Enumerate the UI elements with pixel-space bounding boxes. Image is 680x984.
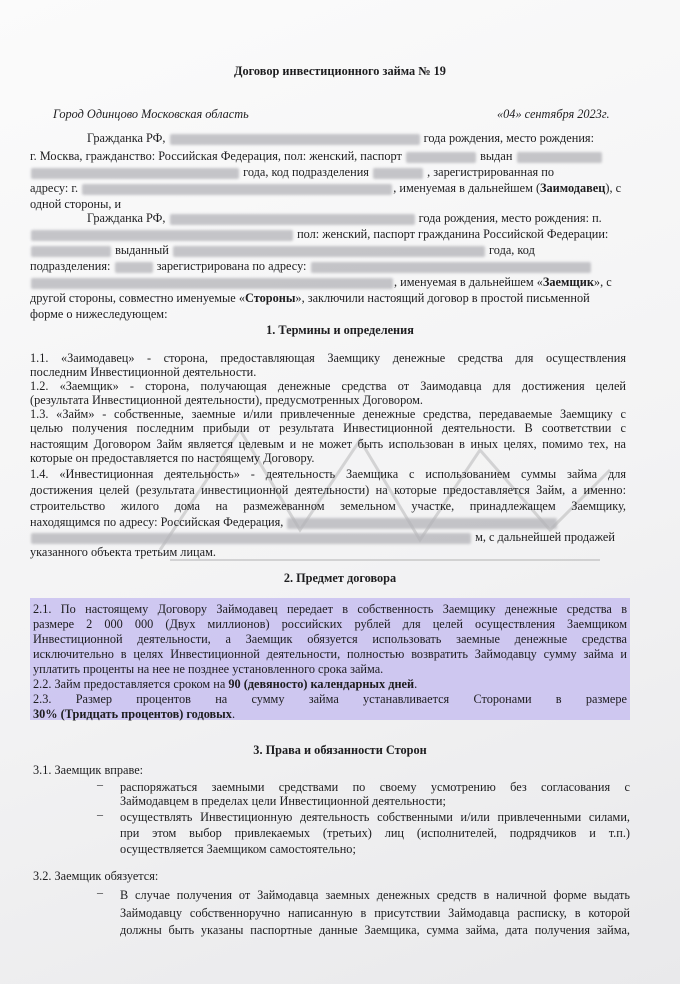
section1-heading: 1. Термины и определения	[266, 323, 414, 337]
document-title: Договор инвестиционного займа № 19	[234, 64, 446, 78]
s2-line: 2.3. Размер процентов на сумму займа устанавливается Сторонами в размере	[33, 692, 627, 706]
s3-line: Займодавцем в пределах цели Инвестиционной деятельности;	[120, 794, 446, 808]
party1-citizen: Гражданка РФ,	[87, 131, 166, 145]
redacted	[170, 134, 420, 145]
s3-line: распоряжаться заемными средствами по своему усмотрению без согласования с	[120, 780, 630, 794]
s1-line: последним Инвестиционной деятельности.	[30, 365, 257, 379]
s3-subhead: 3.1. Заемщик вправе:	[33, 763, 144, 777]
s1-line: настоящим Договором Займ является целевым и не может быть использован в иных целях, помимо тех, на	[30, 437, 626, 451]
s1-line: 1.1. «Заимодавец» - сторона, предоставляющая Заемщику денежные средства для осуществления	[30, 351, 626, 365]
s2-line: исключительно в целях Инвестиционной деятельности, полностью возвратить Займодавцу сумму займа и	[33, 647, 627, 661]
dash-bullet: –	[97, 807, 103, 821]
s3-line: осуществлять Инвестиционную деятельность собственными и/или привлеченными силами,	[120, 810, 630, 824]
party1-line1	[87, 130, 625, 147]
s1-line: находящимся по адресу: Российская Федерация,	[30, 514, 558, 531]
section3-heading: 3. Права и обязанности Сторон	[253, 743, 427, 757]
s2-line: 2.2. Займ предоставляется сроком на 90 (девяносто) календарных дней.	[33, 677, 418, 691]
dash-bullet: –	[97, 885, 103, 899]
s3-line: осуществляется Заемщиком самостоятельно;	[120, 842, 356, 856]
date: «04» сентября 2023г.	[497, 107, 610, 121]
s2-line: уплатить проценты на нее не позднее установленного срока займа.	[33, 662, 384, 676]
s1-line: указанного объекта третьим лицам.	[30, 545, 216, 559]
s1-line: строительство жилого дома на размежеванном земельном участке, принадлежащем Заемщику,	[30, 499, 626, 513]
s1-line: 1.2. «Заемщик» - сторона, получающая денежные средства от Заимодавца для достижения целей	[30, 379, 626, 393]
s2-line: размере 2 000 000 (Двух миллионов) российских рублей для целей осуществления Заемщиком	[33, 617, 627, 631]
s3-line: Займодавцу собственноручно написанную в присутствии Займодавца расписку, в которой	[120, 906, 630, 920]
s3-line: В случае получения от Займодавца заемных денежных средств в наличной форме выдать	[120, 888, 630, 902]
s2-line: Инвестиционной деятельности, а Заемщик обязуется использовать заемные денежные средства	[33, 632, 627, 646]
party2-line6: другой стороны, совместно именуемые «Стороны», заключили настоящий договор в простой письменной	[30, 291, 590, 305]
party1-line5: одной стороны, и	[30, 197, 122, 211]
place: Город Одинцово Московская область	[53, 107, 249, 121]
party1-line3: года, код подразделения , зарегистрированная по	[30, 164, 554, 181]
dash-bullet: –	[97, 777, 103, 791]
s1-line: 1.3. «Займ» - собственные, заемные и/или привлеченные денежные средства, передаваемые Заемщику с	[30, 407, 626, 421]
party1-line4: адресу: г. , именуемая в дальнейшем (Заимодавец), с	[30, 181, 622, 195]
s1-line: достижения целей (результата инвестиционной деятельности) на которые предоставляется Займ, а именно:	[30, 483, 626, 497]
s2-line: 30% (Тридцать процентов) годовых.	[33, 707, 236, 721]
s3-subhead: 3.2. Заемщик обязуется:	[33, 869, 159, 883]
s1-line: целью получения последним прибыли от результата Инвестиционной деятельности. В соответствии с	[30, 421, 626, 435]
party2-line7: форме о нижеследующем:	[30, 307, 168, 321]
party2-line5: , именуемая в дальнейшем «Заемщик», с	[30, 274, 612, 291]
party1-line2: г. Москва, гражданство: Российская Федерация, пол: женский, паспорт выдан	[30, 148, 603, 165]
s1-line: (результата Инвестиционной деятельности), предусмотренных Договором.	[30, 393, 423, 407]
s3-line: при этом выбор привлекаемых (третьих) лиц (исполнителей, подрядчиков и т.п.)	[120, 826, 630, 840]
s1-line: 1.4. «Инвестиционная деятельность» - деятельность Заемщика с использованием суммы займа для	[30, 467, 626, 481]
s2-line: 2.1. По настоящему Договору Займодавец передает в собственность Заемщику денежные средства в	[33, 602, 627, 616]
party2-line4: подразделения: зарегистрирована по адресу:	[30, 258, 592, 275]
s1-line: м, с дальнейшей продажей	[30, 529, 615, 546]
s1-line: которые он предоставляется по настоящему Договору.	[30, 451, 315, 465]
party2-line2: пол: женский, паспорт гражданина Российской Федерации:	[30, 226, 608, 243]
party1-birth: года рождения, место рождения:	[423, 131, 595, 145]
party2-line3: выданный года, код	[30, 242, 535, 259]
section2-heading: 2. Предмет договора	[283, 571, 397, 585]
s3-line: должны быть указаны паспортные данные Заемщика, сумма займа, дата получения займа,	[120, 923, 630, 937]
party2-line1: Гражданка РФ, года рождения, место рождения: п.	[87, 211, 602, 225]
